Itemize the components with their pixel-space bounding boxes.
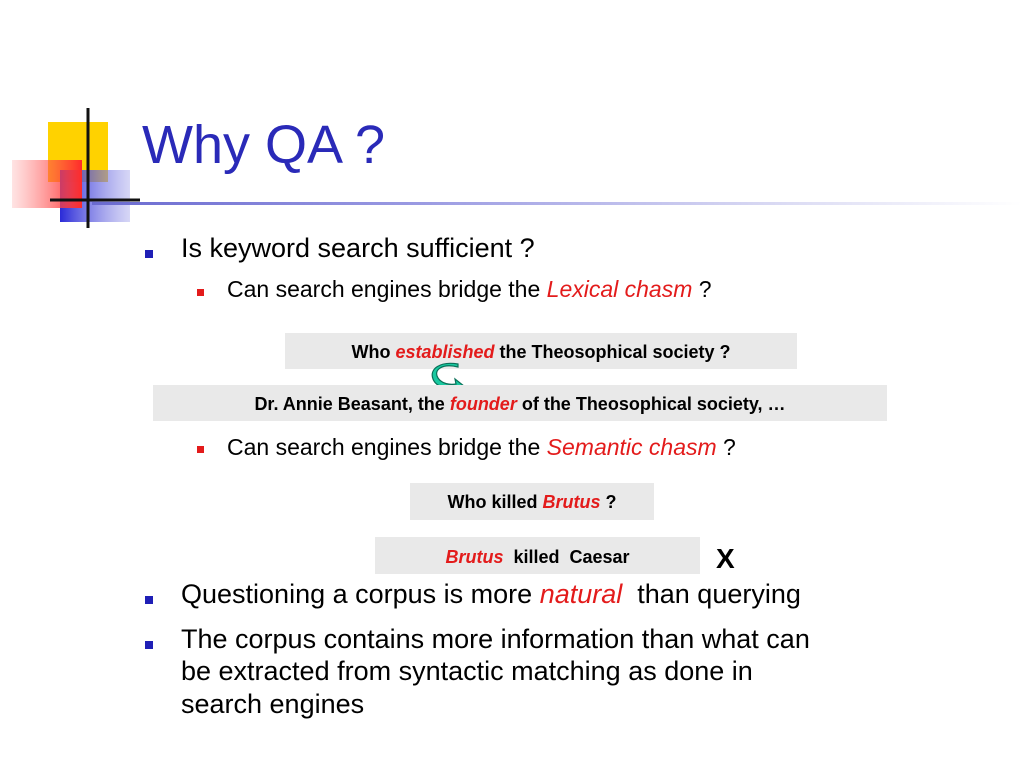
bullet-marker xyxy=(145,596,153,604)
sub-bullet-semantic-chasm xyxy=(227,434,736,462)
natural-emphasis: natural xyxy=(539,579,623,609)
bullet-corpus-information xyxy=(181,623,810,720)
sub-bullet-semantic-text: Can search engines bridge the xyxy=(227,434,547,460)
bullet-keyword-search: Is keyword search sufficient ? xyxy=(181,233,535,263)
answer1-suffix: of the Theosophical society, … xyxy=(516,394,786,414)
bullet-questioning-corpus xyxy=(181,578,801,610)
sub-bullet-lexical-suffix: ? xyxy=(692,276,712,302)
example-answer-box-brutus xyxy=(375,537,700,574)
slide-title: Why QA ? xyxy=(142,115,386,175)
sub-bullet-marker xyxy=(197,289,204,296)
sub-bullet-marker xyxy=(197,446,204,453)
example-answer-box-theosophical xyxy=(153,385,887,421)
bullet3-line3: search engines xyxy=(181,688,365,719)
question2-emphasis: Brutus xyxy=(542,492,601,512)
question1-suffix: the Theosophical society ? xyxy=(494,342,731,362)
bullet3-line2: be extracted from syntactic matching as done in xyxy=(181,656,753,687)
question2-prefix: Who killed xyxy=(447,492,543,512)
sub-bullet-lexical-text: Can search engines bridge the xyxy=(227,276,547,302)
bullet-marker xyxy=(145,250,153,258)
example-question-box-brutus xyxy=(410,483,654,520)
question1-emphasis: established xyxy=(395,342,495,362)
title-underline xyxy=(92,202,1022,205)
answer2-emphasis: Brutus xyxy=(445,547,504,567)
bullet3-line1: The corpus contains more information than what can xyxy=(181,624,810,654)
bullet2-suffix: than querying xyxy=(622,579,801,609)
answer2-suffix: killed Caesar xyxy=(503,547,630,567)
semantic-chasm-emphasis: Semantic chasm xyxy=(546,434,717,460)
example-question-box-theosophical xyxy=(285,333,797,369)
bullet-marker xyxy=(145,641,153,649)
question2-suffix: ? xyxy=(600,492,617,512)
mismatch-x-mark: X xyxy=(716,543,735,574)
answer1-emphasis: founder xyxy=(449,394,517,414)
lexical-chasm-emphasis: Lexical chasm xyxy=(546,276,693,302)
answer1-prefix: Dr. Annie Beasant, the xyxy=(254,394,450,414)
sub-bullet-semantic-suffix: ? xyxy=(716,434,736,460)
question1-prefix: Who xyxy=(351,342,396,362)
bullet2-prefix: Questioning a corpus is more xyxy=(181,579,540,609)
sub-bullet-lexical-chasm xyxy=(227,276,712,304)
slide-logo xyxy=(0,100,150,240)
